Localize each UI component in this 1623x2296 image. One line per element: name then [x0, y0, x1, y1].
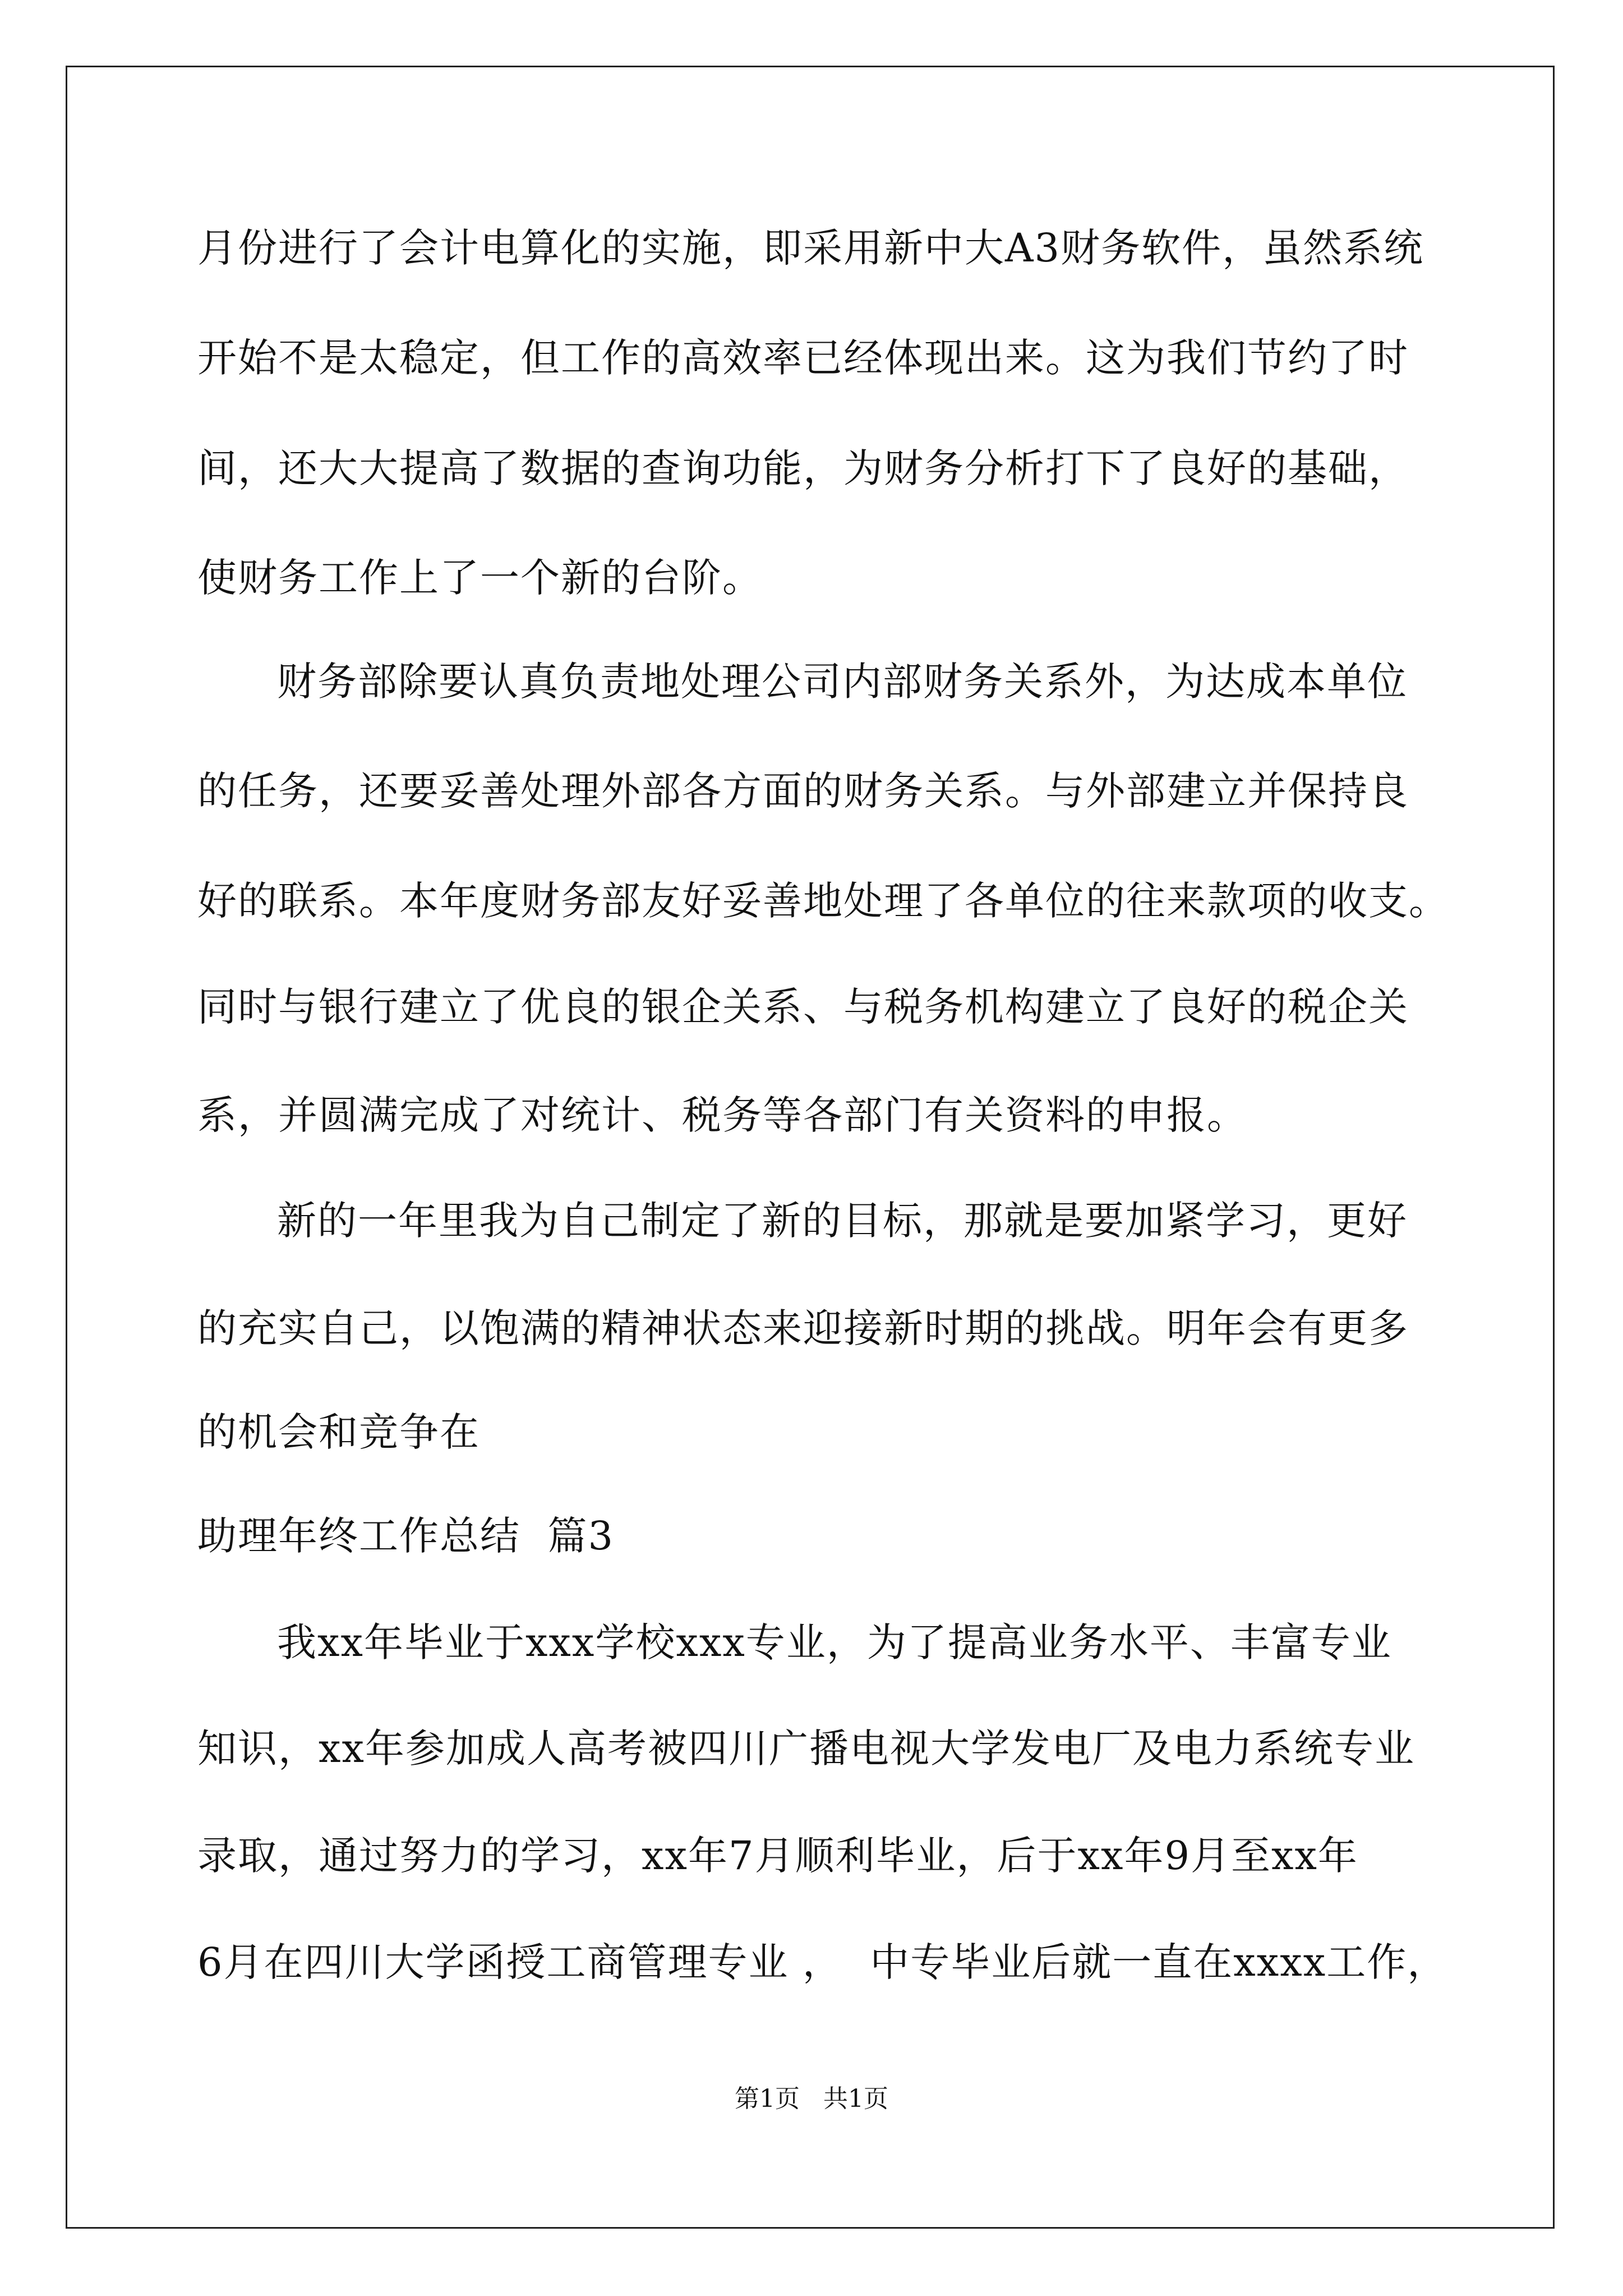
body-text-line: 开始不是太稳定，但工作的高效率已经体现出来。这为我们节约了时: [197, 335, 1409, 381]
body-text-line: 月份进行了会计电算化的实施，即采用新中大A3财务软件，虽然系统: [197, 225, 1424, 271]
paragraph-start-line: 财务部除要认真负责地处理公司内部财务关系外，为达成本单位: [277, 659, 1408, 705]
body-text-line: 知识，xx年参加成人高考被四川广播电视大学发电厂及电力系统专业: [197, 1726, 1415, 1772]
body-text-line: 录取，通过努力的学习，xx年7月顺利毕业，后于xx年9月至xx年: [197, 1833, 1358, 1879]
section-heading: 助理年终工作总结 篇3: [197, 1513, 615, 1559]
paragraph-start-line: 新的一年里我为自己制定了新的目标，那就是要加紧学习，更好: [277, 1198, 1408, 1244]
body-text-line: 的充实自己，以饱满的精神状态来迎接新时期的挑战。明年会有更多: [197, 1305, 1409, 1351]
body-text-line: 间，还大大提高了数据的查询功能，为财务分析打下了良好的基础，: [197, 445, 1409, 491]
paragraph-start-line: 我xx年毕业于xxx学校xxx专业，为了提高业务水平、丰富专业: [277, 1619, 1392, 1665]
body-text-line: 的任务，还要妥善处理外部各方面的财务关系。与外部建立并保持良: [197, 768, 1409, 814]
page-footer: 第1页 共1页: [735, 2085, 888, 2113]
body-text-line: 同时与银行建立了优良的银企关系、与税务机构建立了良好的税企关: [197, 984, 1409, 1030]
body-text-line: 系，并圆满完成了对统计、税务等各部门有关资料的申报。: [197, 1092, 1247, 1138]
body-text-line: 好的联系。本年度财务部友好妥善地处理了各单位的往来款项的收支。: [197, 878, 1449, 924]
body-text-line: 6月在四川大学函授工商管理专业 ， 中专毕业后就一直在xxxx工作，: [197, 1939, 1448, 1985]
body-text-line: 的机会和竞争在: [197, 1409, 480, 1455]
page-frame: [66, 66, 1555, 2229]
body-text-line: 使财务工作上了一个新的台阶。: [197, 555, 763, 601]
